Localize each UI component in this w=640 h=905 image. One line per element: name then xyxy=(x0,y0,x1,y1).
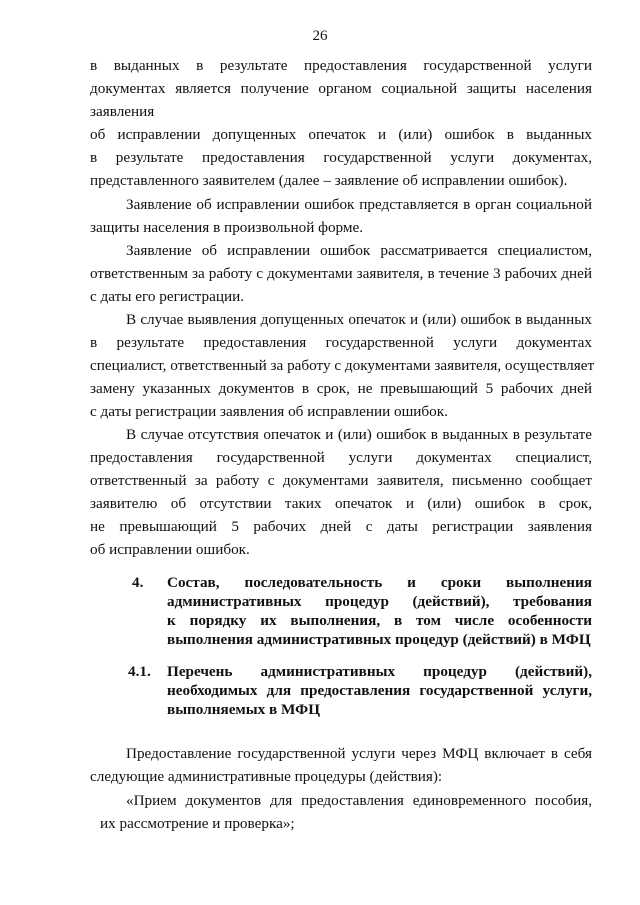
subsection-heading-line: выполняемых в МФЦ xyxy=(167,701,321,718)
paragraph-line: следующие административные процедуры (действия): xyxy=(90,768,443,785)
subsection-number: 4.1. xyxy=(128,663,151,680)
paragraph-line: в выданных в результате предоставления государственной услуги xyxy=(90,57,592,74)
paragraph-line: «Прием документов для предоставления единовременного пособия, xyxy=(126,792,592,809)
section-heading-line: административных процедур (действий), требования xyxy=(167,593,592,610)
paragraph-line: в результате предоставления государственной услуги документах xyxy=(90,334,592,351)
paragraph-line: замену указанных документов в срок, не превышающий 5 рабочих дней xyxy=(90,380,592,397)
section-heading-line: Состав, последовательность и сроки выполнения xyxy=(167,574,592,591)
paragraph-line: В случае отсутствия опечаток и (или) ошибок в выданных в результате xyxy=(126,426,592,443)
paragraph-line: документах является получение органом социальной защиты населения xyxy=(90,80,592,97)
paragraph-line: предоставления государственной услуги документах специалист, xyxy=(90,449,592,466)
paragraph-line: заявителю об отсутствии таких опечаток и (или) ошибок в срок, xyxy=(90,495,592,512)
paragraph-line: их рассмотрение и проверка»; xyxy=(100,815,295,832)
paragraph-line: В случае выявления допущенных опечаток и (или) ошибок в выданных xyxy=(126,311,592,328)
section-heading-line: к порядку их выполнения, в том числе особенности xyxy=(167,612,592,629)
paragraph-line: заявления xyxy=(90,103,155,120)
paragraph-line: Заявление об исправлении ошибок представляется в орган социальной xyxy=(126,196,592,213)
paragraph-line: ответственным за работу с документами заявителя, в течение 3 рабочих дней xyxy=(90,265,592,282)
paragraph-line: об исправлении ошибок. xyxy=(90,541,250,558)
page-number: 26 xyxy=(312,28,328,44)
paragraph-line: с даты его регистрации. xyxy=(90,288,245,305)
paragraph-line: Заявление об исправлении ошибок рассматривается специалистом, xyxy=(126,242,592,259)
section-heading-line: выполнения административных процедур (действий) в МФЦ xyxy=(167,631,591,648)
paragraph-line: Предоставление государственной услуги через МФЦ включает в себя xyxy=(126,745,592,762)
subsection-heading-line: необходимых для предоставления государственной услуги, xyxy=(167,682,592,699)
subsection-heading-line: Перечень административных процедур (действий), xyxy=(167,663,592,680)
paragraph-line: с даты регистрации заявления об исправлении ошибок. xyxy=(90,403,448,420)
paragraph-line: об исправлении допущенных опечаток и (или) ошибок в выданных xyxy=(90,126,592,143)
paragraph-line: не превышающий 5 рабочих дней с даты регистрации заявления xyxy=(90,518,592,535)
section-number: 4. xyxy=(132,574,144,591)
paragraph-line: специалист, ответственный за работу с документами заявителя, осуществляет xyxy=(90,357,595,374)
paragraph-line: защиты населения в произвольной форме. xyxy=(90,219,364,236)
paragraph-line: в результате предоставления государственной услуги документах, xyxy=(90,149,592,166)
paragraph-line: ответственный за работу с документами заявителя, письменно сообщает xyxy=(90,472,592,489)
paragraph-line: представленного заявителем (далее – заявление об исправлении ошибок). xyxy=(90,172,568,189)
